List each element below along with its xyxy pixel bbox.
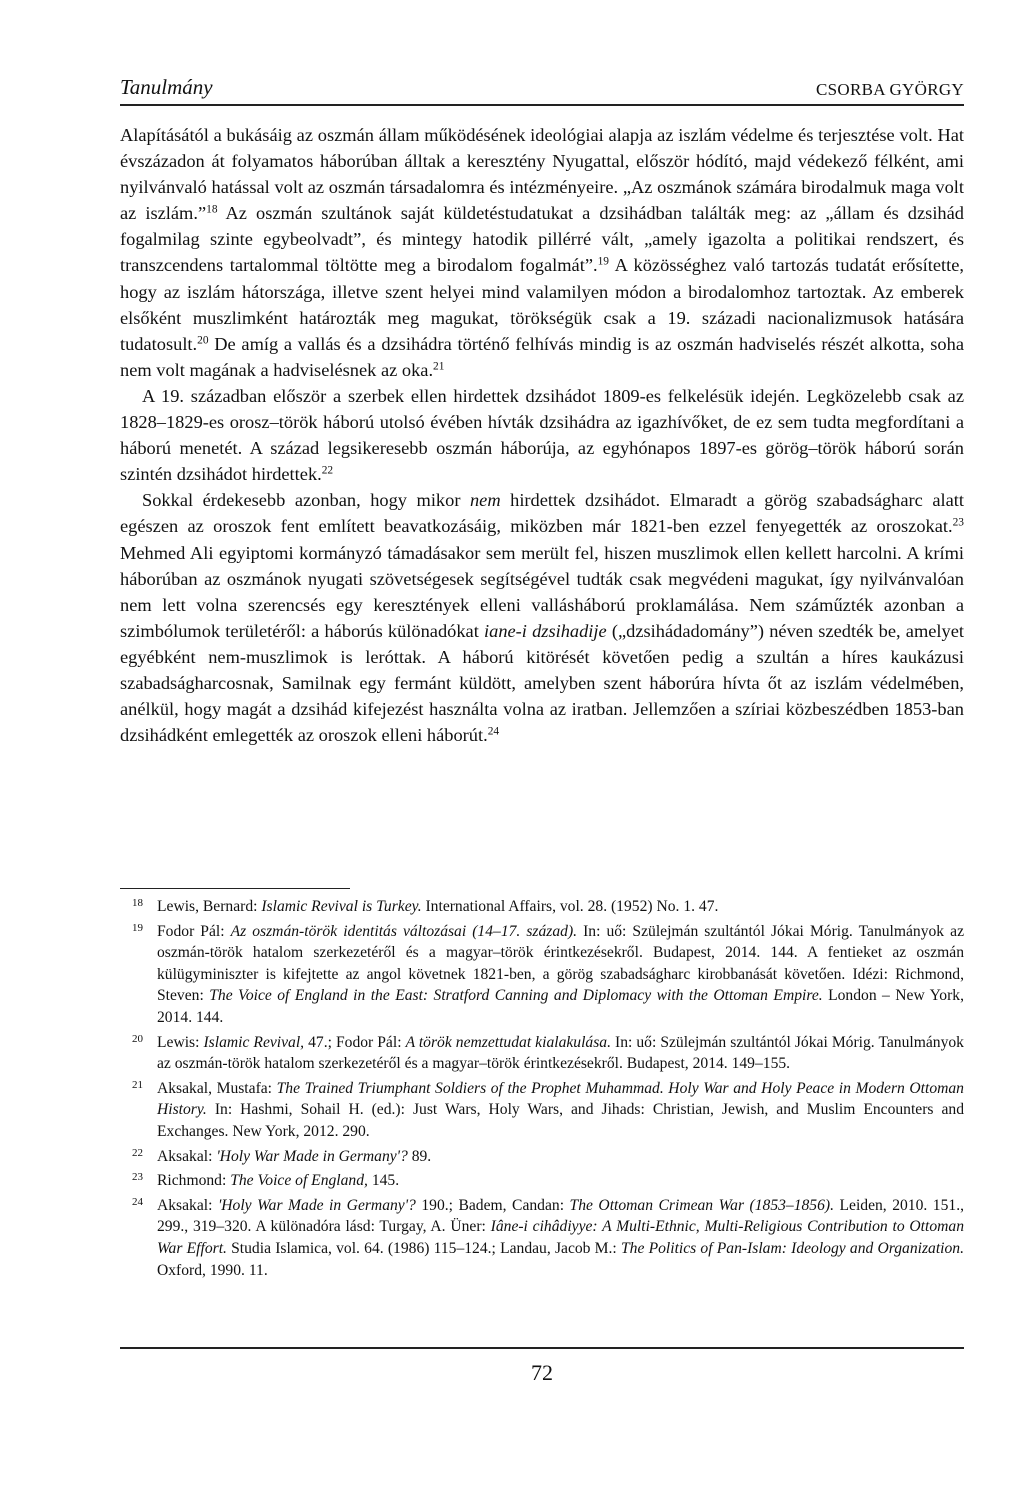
text-run: Aksakal, Mustafa: <box>157 1079 277 1097</box>
emphasis: iane-i dzsihadije <box>484 620 607 641</box>
text-run: Fodor Pál: <box>157 922 231 940</box>
text-run: hirdettek dzsihádot. Elmaradt a görög szabadságharc alatt egészen az oroszok fent említett beavatkozásáig, miközben már 1821-ben ezzel fenyegették az oroszokat. <box>120 490 964 537</box>
footnote-number: 18 <box>132 897 143 909</box>
footnote-number: 22 <box>132 1146 143 1159</box>
citation-title: Az oszmán-török identitás változásai (14–17. század). <box>230 922 578 940</box>
text-run: A 19. században először a szerbek ellen hirdettek dzsihádot 1809-es felkelésük idején. Legközelebb csak az 1828–1829-es orosz–török háború utolsó évében hívták dzsihádra az igazhívőket, de ez sem tudta megfordítani a háború menetét. A század legsikeresebb oszmán háborúja, az egyhónapos 1897-es görög–török háború során szintén dzsihádot hirdettek. <box>120 385 964 485</box>
text-run: Mehmed Ali egyiptomi kormányzó támadásakor sem merült fel, hiszen muszlimok ellen kellett harcolni. A krími háborúban az oszmánok nyugati szövetségesek segítségével tudták csak megvédeni magukat, így nyilvánvalóan nem lett volna szerencsés egy keresztények elleni vallásháború proklamálása. Nem száműzték azonban a szimbólumok területéről: a háborús különadókat <box>120 542 964 641</box>
citation-title: Iâne-i cihâdiyye: A Multi-Ethnic, Multi-Religious Contribution to Ottoman War Effort. <box>157 1218 964 1257</box>
text-run: In: uő: Szülejmán szultántól Jókai Mórig. Tanulmányok az oszmán-török hatalom szerkezetéről és a magyar–török érintkezésekről. Budapest, 2014. 149–155. <box>157 1033 964 1073</box>
footnote-ref: 22 <box>321 464 334 477</box>
footnote-18 <box>120 896 964 918</box>
section-title: Tanulmány <box>120 75 213 99</box>
text-run: London – New York, 2014. 144. <box>157 987 964 1026</box>
main-text <box>120 122 964 748</box>
footer-rule <box>120 1347 964 1349</box>
text-run: Aksakal: <box>157 1196 218 1214</box>
citation-title: 'Holy War Made in Germany'? <box>217 1196 416 1214</box>
text-run: Richmond: <box>157 1172 231 1190</box>
text-run: Lewis, Bernard: <box>157 898 262 915</box>
citation-title: The Ottoman Crimean War (1853–1856). <box>569 1196 834 1214</box>
footnote-number: 20 <box>132 1032 143 1045</box>
paragraph-2 <box>120 383 964 487</box>
text-run: De amíg a vallás és a dzsihádra történő felhívás mindig is az oszmán hadviselés részét alkotta, soha nem volt magának a hadviselésnek az oka. <box>120 333 964 380</box>
footnote-23 <box>120 1170 964 1192</box>
footnote-ref: 20 <box>197 334 209 347</box>
text-run: Az oszmán szultánok saját küldetéstudatukat a dzsihádban találták meg: az „állam és dzsihád fogalmilag szinte egybeolvadt”, és mintegy hatodik pillérré vált, „amely igazolta a politikai rendszert, és transzcendens tartalommal töltötte meg a birodalom fogalmát”. <box>120 203 964 276</box>
text-run: A közösséghez való tartozás tudatát erősítette, hogy az iszlám hátországa, illetve szent helyei mind valamilyen módon a birodalomhoz tartoztak. Az emberek elsőként muszlimként határozták meg magukat, törökségük csak a 19. századi nacionalizmusok hatására tudatosult. <box>120 255 964 354</box>
citation-title: Islamic Revival, <box>203 1033 305 1051</box>
citation-title: Islamic Revival is Turkey. <box>261 898 422 915</box>
text-run: Oxford, 1990. 11. <box>157 1261 268 1279</box>
text-run: („dzsihádadomány”) néven szedték be, amelyet egyébként nem-muszlimok is leróttak. A háború kitörését követően pedig a szultán a híres kaukázusi szabadságharcosnak, Samilnak egy fermánt küldött, amelyben szent háborúra hívta őt az iszlám védelmében, anélkül, hogy magát a dzsihád kifejezést használta volna az iratban. Jellemzően a szíriai közbeszédben 1853-ban dzsihádként emlegették az oroszok elleni háborút. <box>120 620 964 746</box>
footnote-number: 24 <box>132 1195 143 1208</box>
text-run: Lewis: <box>157 1033 204 1051</box>
footnote-separator <box>120 888 350 889</box>
footnote-ref: 23 <box>952 517 964 530</box>
citation-title: The Voice of England, <box>230 1172 368 1190</box>
paragraph-1 <box>120 122 964 383</box>
footnote-number: 21 <box>132 1078 143 1091</box>
citation-title: A török nemzettudat kialakulása. <box>405 1033 611 1051</box>
footnote-number: 23 <box>132 1171 143 1184</box>
emphasis: nem <box>469 490 501 511</box>
footnote-24 <box>120 1195 964 1281</box>
text-run: Aksakal: <box>157 1147 217 1165</box>
footnote-20 <box>120 1032 964 1075</box>
footnote-19 <box>120 921 964 1029</box>
citation-title: The Trained Triumphant Soldiers of the Prophet Muhammad. Holy War and Holy Peace in Modern Ottoman History. <box>157 1079 964 1119</box>
footnotes <box>120 896 964 1284</box>
paragraph-3 <box>120 487 964 748</box>
footnote-ref: 18 <box>206 204 218 217</box>
citation-title: The Politics of Pan-Islam: Ideology and Organization. <box>620 1239 965 1257</box>
footnote-21 <box>120 1078 964 1143</box>
text-run: In: Hashmi, Sohail H. (ed.): Just Wars, Holy Wars, and Jihads: Christian, Jewish, and Muslim Encounters and Exchanges. New York, 2012. 290. <box>157 1101 964 1140</box>
footnote-ref: 19 <box>597 256 609 269</box>
text-run: 47.; Fodor Pál: <box>304 1033 406 1051</box>
text-run: International Affairs, vol. 28. (1952) No. 1. 47. <box>421 898 719 915</box>
citation-title: 'Holy War Made in Germany'? <box>216 1147 408 1165</box>
footnote-number: 19 <box>132 921 143 934</box>
text-run: Alapításától a bukásáig az oszmán állam működésének ideológiai alapja az iszlám védelme és terjesztése volt. Hat évszázadon át folyamatos háborúban álltak a keresztény Nyugattal, először hódító, majd védekező félként, ami nyilvánvaló hatással volt az oszmán társadalomra és intézményeire. „Az oszmánok számára birodalmuk maga volt az iszlám.” <box>120 125 964 224</box>
author-name: CSORBA GYÖRGY <box>816 80 964 99</box>
page-number: 72 <box>531 1360 553 1385</box>
text-run: Studia Islamica, vol. 64. (1986) 115–124.; Landau, Jacob M.: <box>226 1239 621 1257</box>
text-run: Leiden, 2010. 151., 299., 319–320. A különadóra lásd: Turgay, A. Üner: <box>157 1196 964 1236</box>
text-run: Sokkal érdekesebb azonban, hogy mikor <box>142 490 470 511</box>
citation-title: The Voice of England in the East: Stratford Canning and Diplomacy with the Ottoman Empire. <box>209 987 823 1005</box>
text-run: 89. <box>407 1147 432 1165</box>
text-run: 190.; Badem, Candan: <box>415 1196 570 1214</box>
running-header <box>120 74 964 106</box>
footnote-22 <box>120 1146 964 1168</box>
text-run: In: uő: Szülejmán szultántól Jókai Mórig. Tanulmányok az oszmán-török hatalom szerkezetéről és a magyar–török érintkezésekről. Budapest, 2014. 144. A fentieket az oszmán külügyminiszter is kifejtette az angol követnek 1821-ben, a görög szabadságharc kirobbanását követően. Idézi: Richmond, Steven: <box>157 922 964 1005</box>
text-run: 145. <box>367 1172 400 1190</box>
footnote-ref: 24 <box>487 725 500 738</box>
footnote-ref: 21 <box>433 360 445 373</box>
